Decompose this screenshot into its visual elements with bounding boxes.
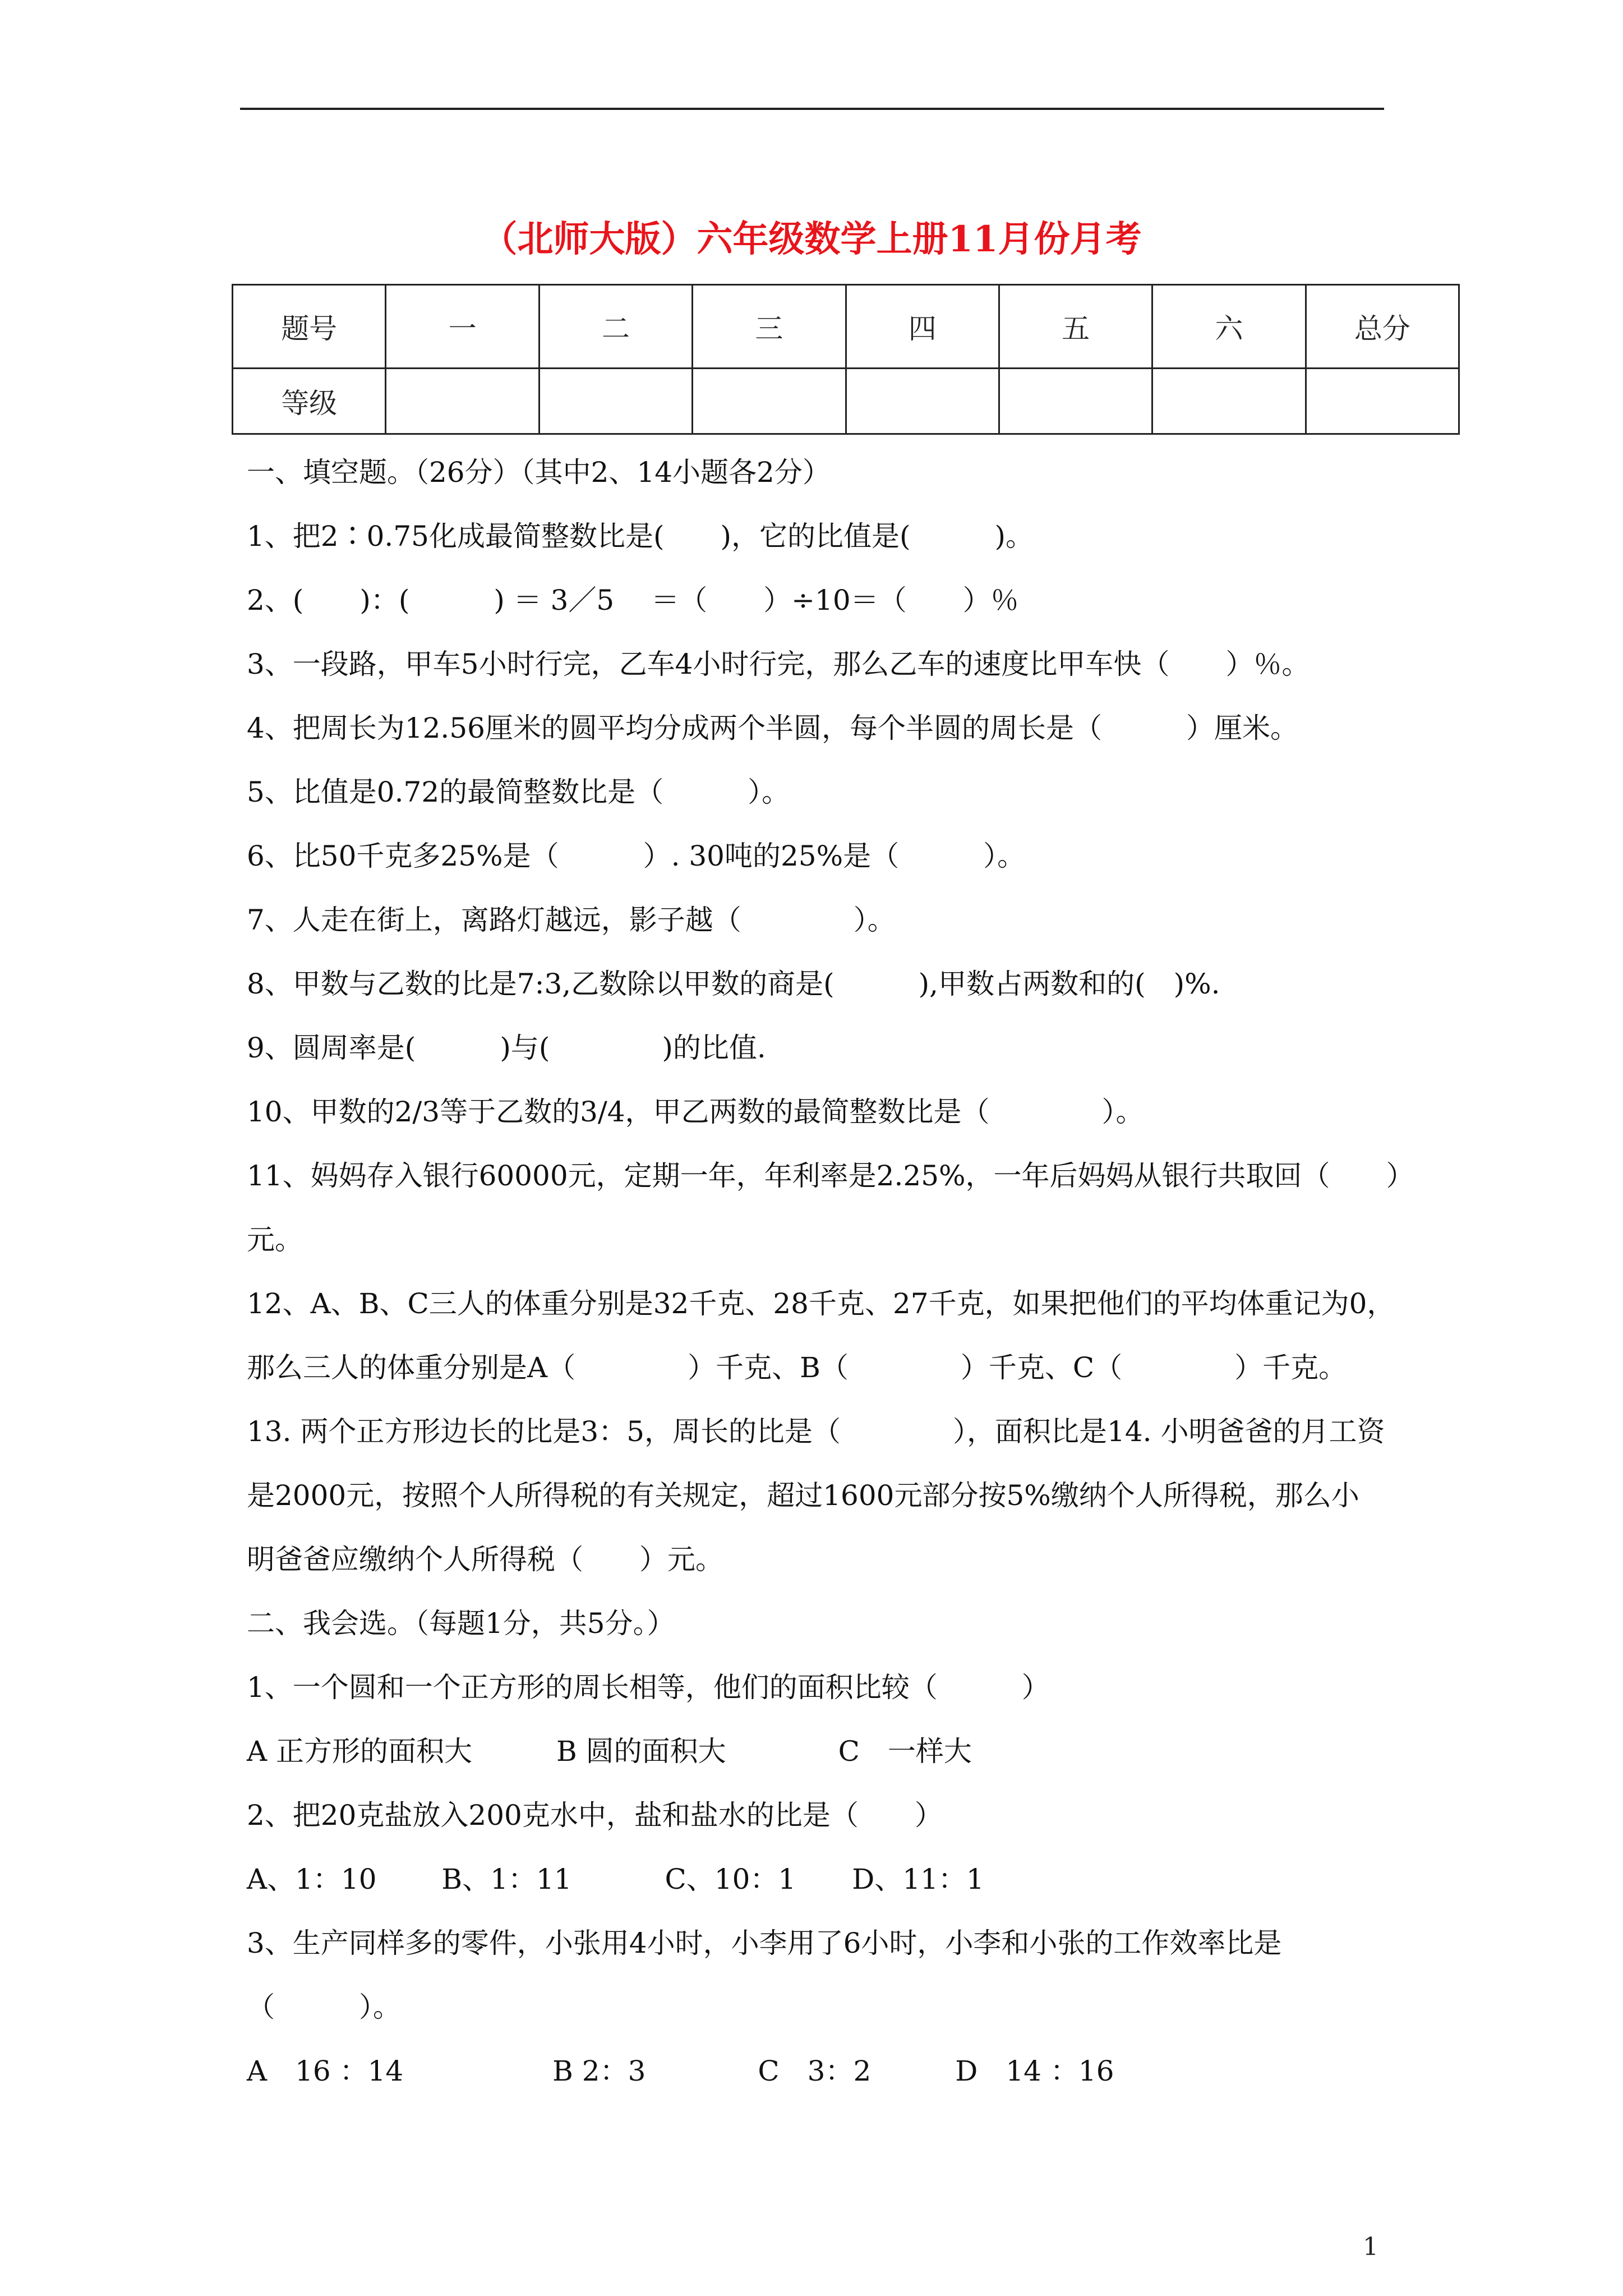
question-line: 2、( )：( ) ＝ 3／5 ＝（ ）÷10＝（ ）％ xyxy=(247,584,1019,616)
question-line: 2、把20克盐放入200克水中，盐和盐水的比是（ ） xyxy=(247,1799,943,1832)
grade-cell xyxy=(539,369,692,434)
question-line: 1、把2∶0.75化成最简整数比是( )，它的比值是( )。 xyxy=(247,520,1034,553)
question-line: 那么三人的体重分别是A（ ）千克、B（ ）千克、C（ ）千克。 xyxy=(247,1351,1347,1384)
question-line: 5、比值是0.72的最简整数比是（ ）。 xyxy=(247,776,790,808)
grade-cell xyxy=(386,369,539,434)
question-line: 12、A、B、C三人的体重分别是32千克、28千克、27千克，如果把他们的平均体重记为0， xyxy=(247,1287,1395,1320)
score-header-cell: 题号 xyxy=(233,285,386,369)
choice-options: A、1：10 B、1：11 C、10：1 D、11：1 xyxy=(247,1863,984,1895)
score-header-cell: 六 xyxy=(1152,285,1306,369)
choice-options: A 16 ：14 B 2：3 C 3：2 D 14 ：16 xyxy=(247,2055,1114,2087)
grade-cell xyxy=(1152,369,1306,434)
choice-options: A 正方形的面积大 B 圆的面积大 C 一样大 xyxy=(247,1735,972,1768)
section-heading-fill-blank: 一、填空题。（26分）（其中2、14小题各2分） xyxy=(247,456,831,489)
page-number: 1 xyxy=(1363,2233,1378,2261)
question-line: 明爸爸应缴纳个人所得税（ ）元。 xyxy=(247,1543,723,1576)
question-line: 7、人走在街上，离路灯越远，影子越（ ）。 xyxy=(247,904,896,936)
question-line: （ ）。 xyxy=(247,1991,401,2023)
grade-cell xyxy=(846,369,999,434)
grade-cell xyxy=(1306,369,1459,434)
question-line: 3、一段路，甲车5小时行完，乙车4小时行完，那么乙车的速度比甲车快（ ）％。 xyxy=(247,648,1310,680)
question-line: 8、甲数与乙数的比是7:3,乙数除以甲数的商是( ),甲数占两数和的( )%. xyxy=(247,968,1220,1000)
question-line: 11、妈妈存入银行60000元，定期一年，年利率是2.25%，一年后妈妈从银行共取回（ ） xyxy=(247,1159,1414,1192)
section-heading-multiple-choice: 二、我会选。（每题1分，共5分。） xyxy=(247,1607,675,1640)
question-line: 10、甲数的2/3等于乙数的3/4，甲乙两数的最简整数比是（ ）。 xyxy=(247,1096,1144,1128)
score-header-cell: 总分 xyxy=(1306,285,1459,369)
score-header-cell: 二 xyxy=(539,285,692,369)
grade-cell xyxy=(693,369,846,434)
question-line: 3、生产同样多的零件，小张用4小时，小李用了6小时，小李和小张的工作效率比是 xyxy=(247,1927,1282,1959)
question-line: 9、圆周率是( )与( )的比值. xyxy=(247,1032,766,1064)
score-header-cell: 五 xyxy=(999,285,1152,369)
question-line: 13. 两个正方形边长的比是3：5，周长的比是（ ），面积比是14. 小明爸爸的月工资 xyxy=(247,1415,1385,1448)
header-rule xyxy=(240,108,1384,110)
score-header-cell: 三 xyxy=(693,285,846,369)
score-table-header-row xyxy=(233,285,1459,369)
question-line: 是2000元，按照个人所得税的有关规定，超过1600元部分按5%缴纳个人所得税，那么小 xyxy=(247,1479,1359,1512)
question-line: 1、一个圆和一个正方形的周长相等，他们的面积比较（ ） xyxy=(247,1671,1050,1704)
question-line: 4、把周长为12.56厘米的圆平均分成两个半圆，每个半圆的周长是（ ）厘米。 xyxy=(247,712,1298,744)
score-header-cell: 一 xyxy=(386,285,539,369)
score-header-cell: 四 xyxy=(846,285,999,369)
question-line: 元。 xyxy=(247,1223,303,1256)
question-line: 6、比50千克多25%是（ ）. 30吨的25%是（ ）。 xyxy=(247,840,1026,872)
grade-cell xyxy=(999,369,1152,434)
score-table-grade-row xyxy=(233,369,1459,434)
grade-row-label: 等级 xyxy=(233,369,386,434)
score-table xyxy=(232,284,1460,435)
page-title: （北师大版）六年级数学上册11月份月考 xyxy=(481,218,1142,260)
question-body xyxy=(247,440,1414,2103)
